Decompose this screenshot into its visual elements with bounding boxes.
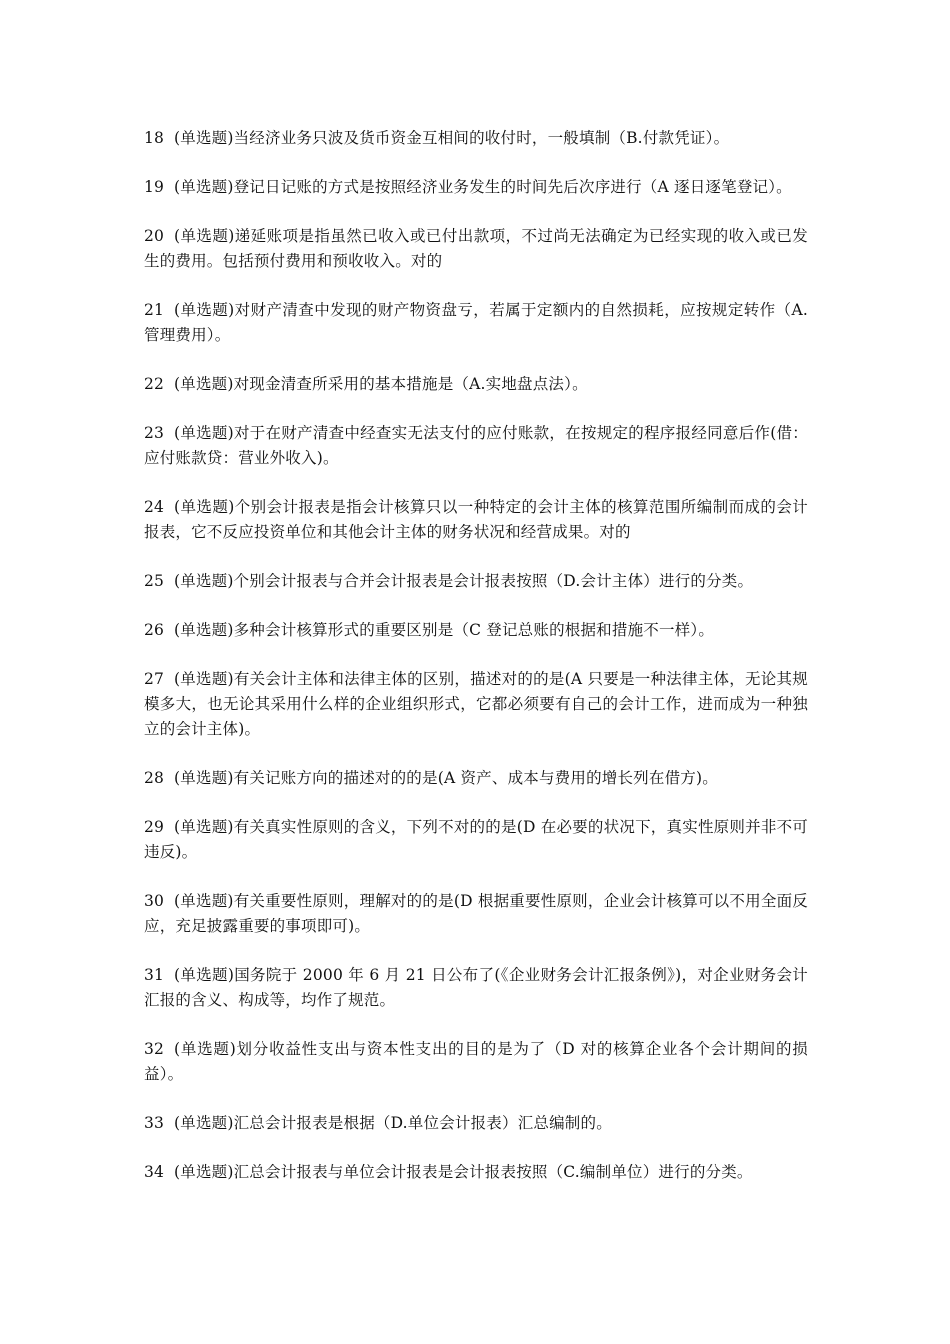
question-item [144, 618, 808, 643]
question-number: 26 [144, 621, 165, 639]
question-number: 23 [144, 424, 165, 442]
question-text: (单选题)对财产清查中发现的财产物资盘亏，若属于定额内的自然损耗，应按规定转作（A.管理费用）。 [144, 301, 808, 344]
question-text: (单选题)汇总会计报表是根据（D.单位会计报表）汇总编制的。 [174, 1114, 612, 1132]
question-number: 19 [144, 178, 165, 196]
question-item [144, 569, 808, 594]
question-item [144, 421, 808, 471]
question-number: 29 [144, 818, 165, 836]
question-text: (单选题)有关重要性原则，理解对的的是(D 根据重要性原则，企业会计核算可以不用全面反应，充足披露重要的事项即可)。 [144, 892, 808, 935]
question-text: (单选题)对于在财产清查中经查实无法支付的应付账款，在按规定的程序报经同意后作(借：应付账款贷：营业外收入)。 [144, 424, 808, 467]
question-number: 31 [144, 966, 165, 984]
question-number: 27 [144, 670, 165, 688]
question-list [144, 126, 808, 1209]
question-item [144, 1037, 808, 1087]
question-number: 32 [144, 1040, 165, 1058]
question-item [144, 1160, 808, 1185]
question-item [144, 126, 808, 151]
question-number: 34 [144, 1163, 165, 1181]
question-item [144, 889, 808, 939]
question-text: (单选题)登记日记账的方式是按照经济业务发生的时间先后次序进行（A 逐日逐笔登记）。 [174, 178, 792, 196]
question-number: 33 [144, 1114, 165, 1132]
question-text: (单选题)对现金清查所采用的基本措施是（A.实地盘点法）。 [174, 375, 588, 393]
question-item [144, 495, 808, 545]
question-text: (单选题)划分收益性支出与资本性支出的目的是为了（D 对的核算企业各个会计期间的损益）。 [144, 1040, 808, 1083]
question-item [144, 1111, 808, 1136]
question-item [144, 667, 808, 742]
question-text: (单选题)个别会计报表是指会计核算只以一种特定的会计主体的核算范围所编制而成的会计报表，它不反应投资单位和其他会计主体的财务状况和经营成果。对的 [144, 498, 808, 541]
question-item [144, 766, 808, 791]
question-text: (单选题)多种会计核算形式的重要区别是（C 登记总账的根据和措施不一样）。 [174, 621, 715, 639]
question-item [144, 175, 808, 200]
question-text: (单选题)有关记账方向的描述对的的是(A 资产、成本与费用的增长列在借方)。 [174, 769, 718, 787]
question-text: (单选题)有关会计主体和法律主体的区别，描述对的的是(A 只要是一种法律主体，无论其规模多大，也无论其采用什么样的企业组织形式，它都必须要有自己的会计工作，进而成为一种独立的会计主体)。 [144, 670, 808, 738]
question-number: 24 [144, 498, 165, 516]
question-item [144, 298, 808, 348]
question-number: 20 [144, 227, 165, 245]
question-item [144, 963, 808, 1013]
question-text: (单选题)个别会计报表与合并会计报表是会计报表按照（D.会计主体）进行的分类。 [174, 572, 754, 590]
question-text: (单选题)国务院于 2000 年 6 月 21 日公布了(《企业财务会计汇报条例》)，对企业财务会计汇报的含义、构成等，均作了规范。 [144, 966, 808, 1009]
question-text: (单选题)有关真实性原则的含义，下列不对的的是(D 在必要的状况下，真实性原则并非不可违反)。 [144, 818, 808, 861]
question-text: (单选题)当经济业务只波及货币资金互相间的收付时，一般填制（B.付款凭证）。 [174, 129, 730, 147]
question-number: 18 [144, 129, 165, 147]
question-number: 22 [144, 375, 165, 393]
question-item [144, 372, 808, 397]
question-item [144, 224, 808, 274]
question-number: 25 [144, 572, 165, 590]
question-text: (单选题)递延账项是指虽然已收入或已付出款项，不过尚无法确定为已经实现的收入或已发生的费用。包括预付费用和预收收入。对的 [144, 227, 808, 270]
question-item [144, 815, 808, 865]
question-text: (单选题)汇总会计报表与单位会计报表是会计报表按照（C.编制单位）进行的分类。 [174, 1163, 753, 1181]
question-number: 28 [144, 769, 165, 787]
question-number: 21 [144, 301, 165, 319]
question-number: 30 [144, 892, 165, 910]
